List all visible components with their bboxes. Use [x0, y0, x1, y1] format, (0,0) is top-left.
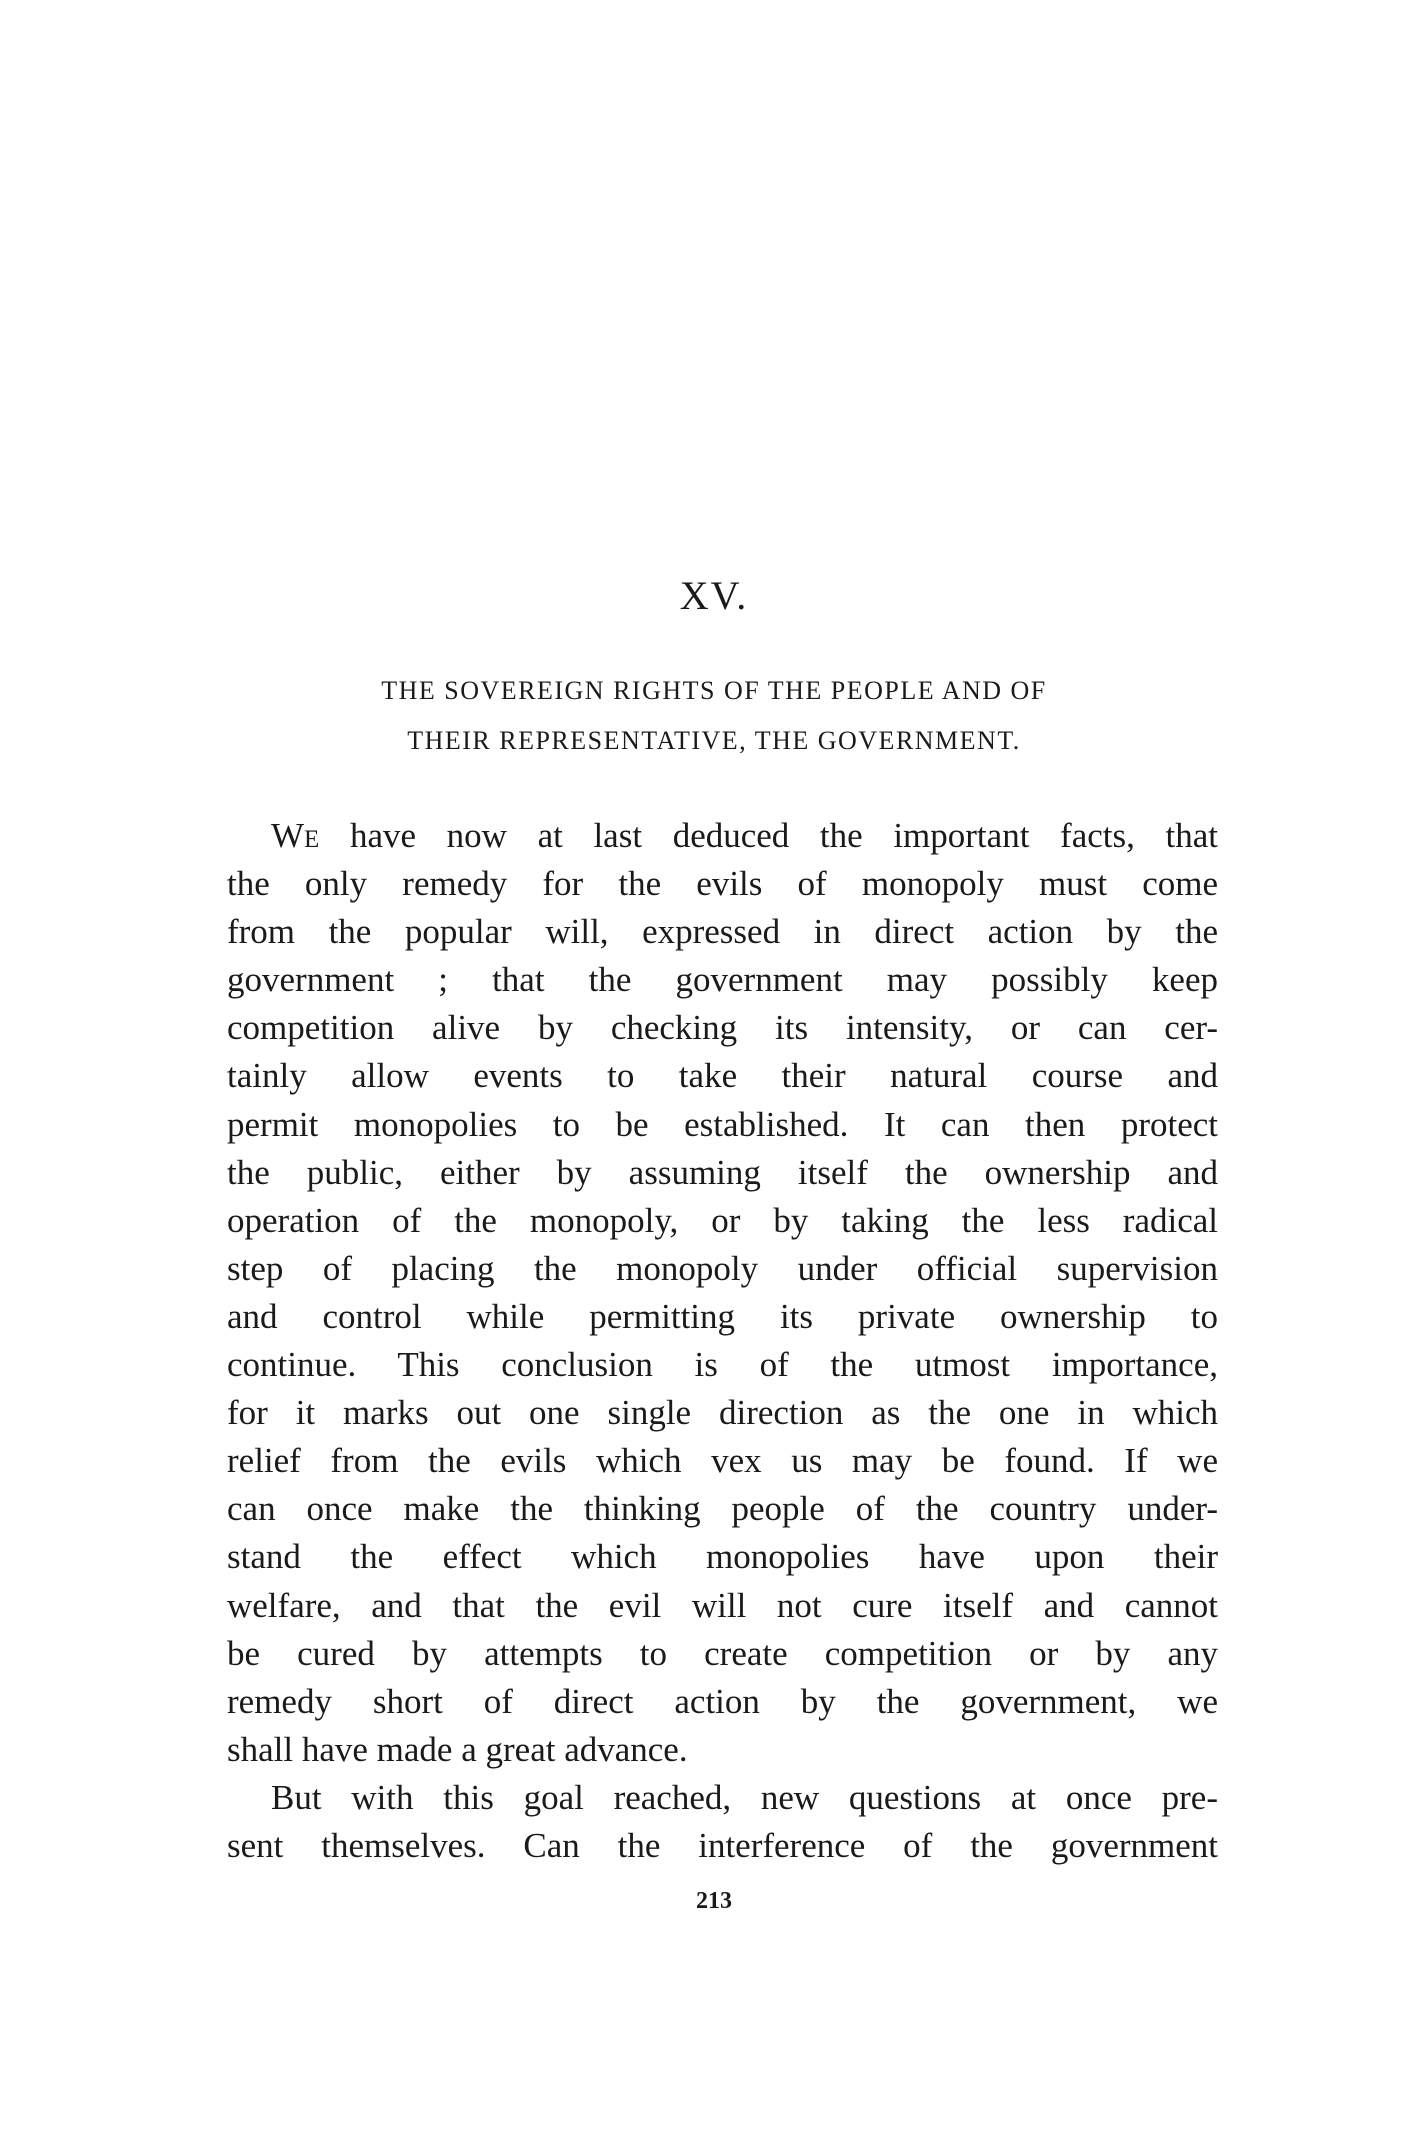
page-number: 213	[696, 1888, 732, 1914]
chapter-title-line-2: THEIR REPRESENTATIVE, THE GOVERNMENT.	[407, 726, 1021, 755]
line-text: operation of the monopoly, or by taking the less radical	[227, 1200, 1218, 1240]
text-line	[227, 1726, 1218, 1774]
line-text: continue. This conclusion is of the utmost importance,	[227, 1345, 1218, 1385]
line-text: permit monopolies to be established. It can then protect	[227, 1104, 1218, 1144]
line-text: stand the effect which monopolies have upon their	[227, 1537, 1218, 1577]
line-text: But with this goal reached, new questions at once pre-	[271, 1777, 1218, 1817]
text-line	[227, 1341, 1218, 1389]
line-text: the only remedy for the evils of monopoly must come	[227, 864, 1218, 904]
line-text: remedy short of direct action by the government, we	[227, 1681, 1218, 1721]
text-line	[227, 1101, 1218, 1149]
chapter-number: XV.	[679, 573, 749, 618]
text-line	[227, 1485, 1218, 1533]
text-line	[227, 860, 1218, 908]
line-text: welfare, and that the evil will not cure itself and cannot	[227, 1585, 1218, 1625]
paragraph	[227, 1774, 1218, 1870]
line-text: and control while permitting its private ownership to	[227, 1296, 1218, 1336]
text-line	[227, 1052, 1218, 1100]
text-line	[227, 1197, 1218, 1245]
text-line	[227, 908, 1218, 956]
body-text	[227, 812, 1218, 1870]
text-line	[227, 1293, 1218, 1341]
line-text: for it marks out one single direction as the one in which	[227, 1393, 1218, 1433]
text-line	[227, 956, 1218, 1004]
text-line	[227, 1630, 1218, 1678]
text-line	[227, 1149, 1218, 1197]
text-line	[227, 1533, 1218, 1581]
text-line	[227, 812, 1218, 860]
text-line	[227, 1774, 1218, 1822]
line-text: can once make the thinking people of the country under-	[227, 1489, 1218, 1529]
paragraph	[227, 812, 1218, 1774]
text-line	[227, 1582, 1218, 1630]
line-text: competition alive by checking its intensity, or can cer-	[227, 1008, 1218, 1048]
line-text: have now at last deduced the important facts, that	[319, 816, 1218, 855]
text-line	[227, 1678, 1218, 1726]
line-text: the public, either by assuming itself the ownership and	[227, 1152, 1218, 1192]
text-line	[227, 1437, 1218, 1485]
line-text: be cured by attempts to create competition or by any	[227, 1633, 1218, 1673]
line-text: government ; that the government may possibly keep	[227, 960, 1218, 1000]
text-line	[227, 1004, 1218, 1052]
line-text: from the popular will, expressed in direct action by the	[227, 912, 1218, 952]
line-text: shall have made a great advance.	[227, 1729, 688, 1769]
text-line	[227, 1822, 1218, 1870]
line-text: step of placing the monopoly under official supervision	[227, 1248, 1218, 1288]
line-text: sent themselves. Can the interference of the government	[227, 1825, 1218, 1865]
chapter-title-line-1: THE SOVEREIGN RIGHTS OF THE PEOPLE AND OF	[381, 676, 1047, 705]
text-line	[227, 1245, 1218, 1293]
drop-word: We	[271, 816, 320, 855]
line-text: tainly allow events to take their natural course and	[227, 1056, 1218, 1096]
line-text: relief from the evils which vex us may be found. If we	[227, 1441, 1218, 1481]
text-line	[227, 1389, 1218, 1437]
